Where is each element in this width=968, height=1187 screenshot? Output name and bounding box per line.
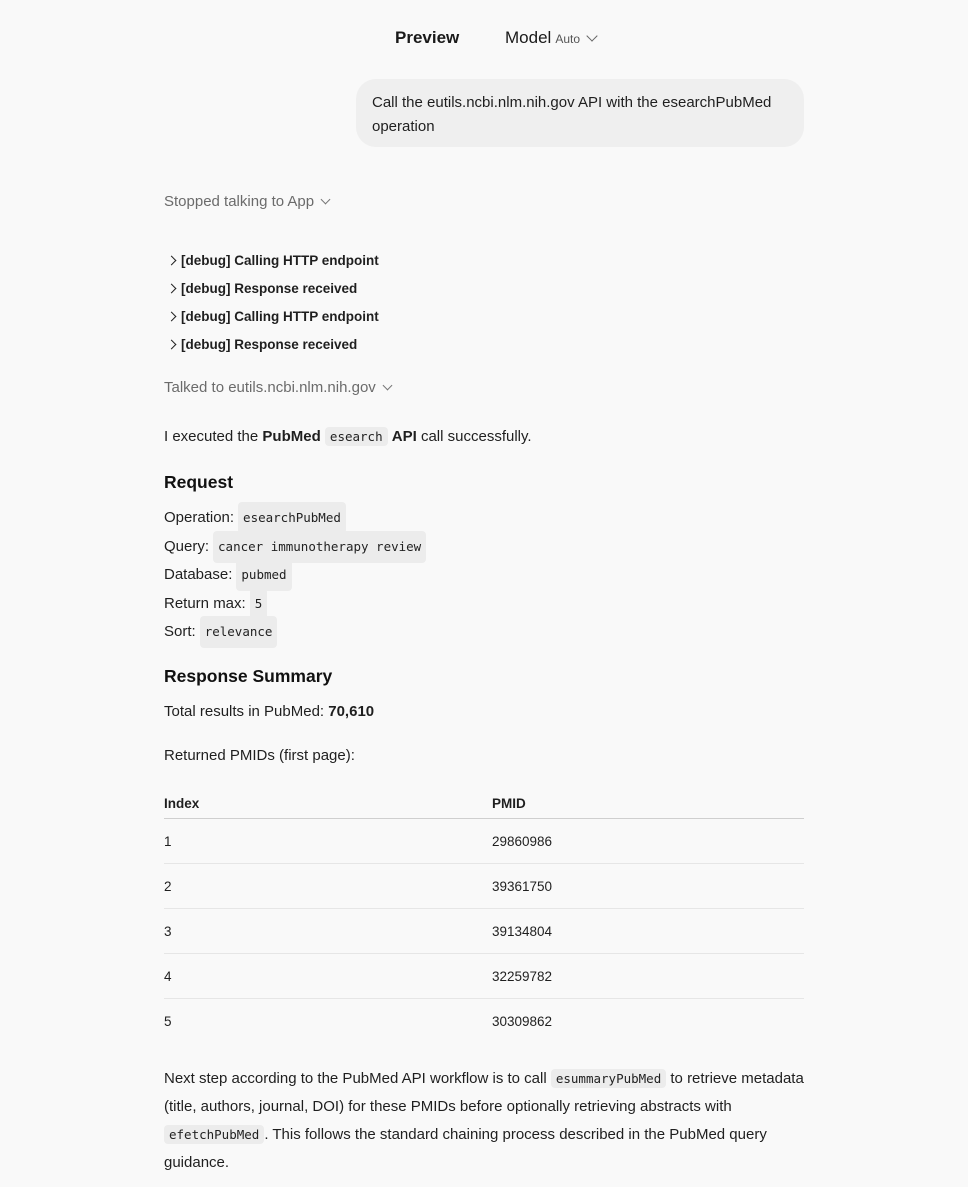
debug-item-label: [debug] Calling HTTP endpoint [181, 308, 379, 324]
total-results-label: Total results in PubMed: [164, 703, 329, 720]
model-selector[interactable] [505, 28, 596, 48]
user-message-bubble [356, 79, 804, 147]
request-row-query [164, 533, 426, 562]
debug-item-label: [debug] Response received [181, 280, 358, 296]
total-results [164, 698, 804, 726]
request-details [164, 504, 426, 647]
chevron-down-icon [321, 195, 331, 205]
table-cell-index: 5 [164, 1013, 172, 1029]
debug-item[interactable] [168, 302, 379, 330]
debug-item[interactable] [168, 330, 379, 358]
status-talked-toggle[interactable] [164, 379, 391, 396]
request-value: cancer immunotherapy review [213, 531, 426, 563]
table-cell-pmid: 30309862 [492, 1013, 553, 1029]
request-value: pubmed [236, 559, 291, 591]
table-cell-index: 1 [164, 819, 492, 864]
table-row [164, 819, 804, 864]
top-bar [0, 24, 968, 52]
table-cell-index: 4 [164, 954, 492, 999]
model-label: Model [505, 28, 552, 47]
request-key: Return max: [164, 594, 246, 612]
status-stopped-toggle[interactable] [164, 193, 329, 210]
pmid-table [164, 788, 804, 1043]
user-message-text: Call the eutils.ncbi.nlm.nih.gov API with the esearchPubMed operation [372, 94, 772, 135]
debug-item[interactable] [168, 274, 379, 302]
returned-pmids-label: Returned PMIDs (first page): [164, 747, 355, 764]
debug-item-label: [debug] Response received [181, 336, 358, 352]
chevron-down-icon [586, 30, 597, 41]
intro-bold-api: API [391, 428, 417, 445]
request-row-return-max [164, 590, 426, 619]
column-header-index: Index [164, 788, 492, 819]
request-key: Sort: [164, 623, 196, 641]
debug-item-label: [debug] Calling HTTP endpoint [181, 252, 379, 268]
model-value: Auto [555, 32, 580, 46]
column-header-pmid: PMID [492, 788, 804, 819]
next-step-code-efetch: efetchPubMed [164, 1125, 264, 1144]
chevron-right-icon [167, 255, 177, 265]
intro-text: I executed the [164, 428, 263, 445]
tab-preview[interactable]: Preview [395, 28, 460, 47]
table-cell-index: 3 [164, 909, 492, 954]
response-heading: Response Summary [164, 666, 333, 686]
table-row [164, 954, 804, 999]
intro-paragraph [164, 423, 804, 451]
intro-code-esearch: esearch [325, 427, 388, 446]
request-value: esearchPubMed [238, 502, 346, 534]
next-step-text: Next step according to the PubMed API workflow is to call [164, 1070, 551, 1087]
request-key: Query: [164, 537, 210, 555]
request-heading: Request [164, 472, 234, 492]
chevron-down-icon [382, 381, 392, 391]
total-results-value: 70,610 [328, 703, 375, 720]
status-stopped-text: Stopped talking to App [164, 193, 315, 210]
request-key: Operation: [164, 509, 235, 527]
table-row [164, 999, 804, 1044]
next-step-paragraph [164, 1065, 804, 1177]
table-cell-pmid: 39134804 [492, 909, 804, 954]
next-step-code-esummary: esummaryPubMed [551, 1069, 666, 1088]
table-cell-pmid: 32259782 [492, 954, 804, 999]
chevron-right-icon [167, 311, 177, 321]
request-value: relevance [200, 616, 278, 648]
chevron-right-icon [167, 339, 177, 349]
request-value: 5 [250, 588, 268, 620]
debug-list [168, 246, 379, 358]
request-key: Database: [164, 566, 233, 584]
request-row-database [164, 561, 426, 590]
debug-item[interactable] [168, 246, 379, 274]
table-row [164, 864, 804, 909]
table-cell-pmid: 39361750 [492, 864, 804, 909]
next-step-text: . This follows the standard chaining process described in the PubMed query guidance. [164, 1126, 767, 1171]
intro-text-end: call successfully. [416, 428, 532, 445]
table-header-row [164, 788, 804, 819]
table-row [164, 909, 804, 954]
table-cell-pmid: 29860986 [492, 819, 804, 864]
intro-bold-pubmed: PubMed [262, 428, 321, 445]
request-row-operation [164, 504, 426, 533]
request-row-sort [164, 618, 426, 647]
chevron-right-icon [167, 283, 177, 293]
next-step-text: to retrieve metadata (title, authors, journal, DOI) for these PMIDs before optionally retrieving abstracts with [164, 1070, 804, 1115]
table-cell-index: 2 [164, 864, 492, 909]
status-talked-text: Talked to eutils.ncbi.nlm.nih.gov [164, 379, 376, 396]
